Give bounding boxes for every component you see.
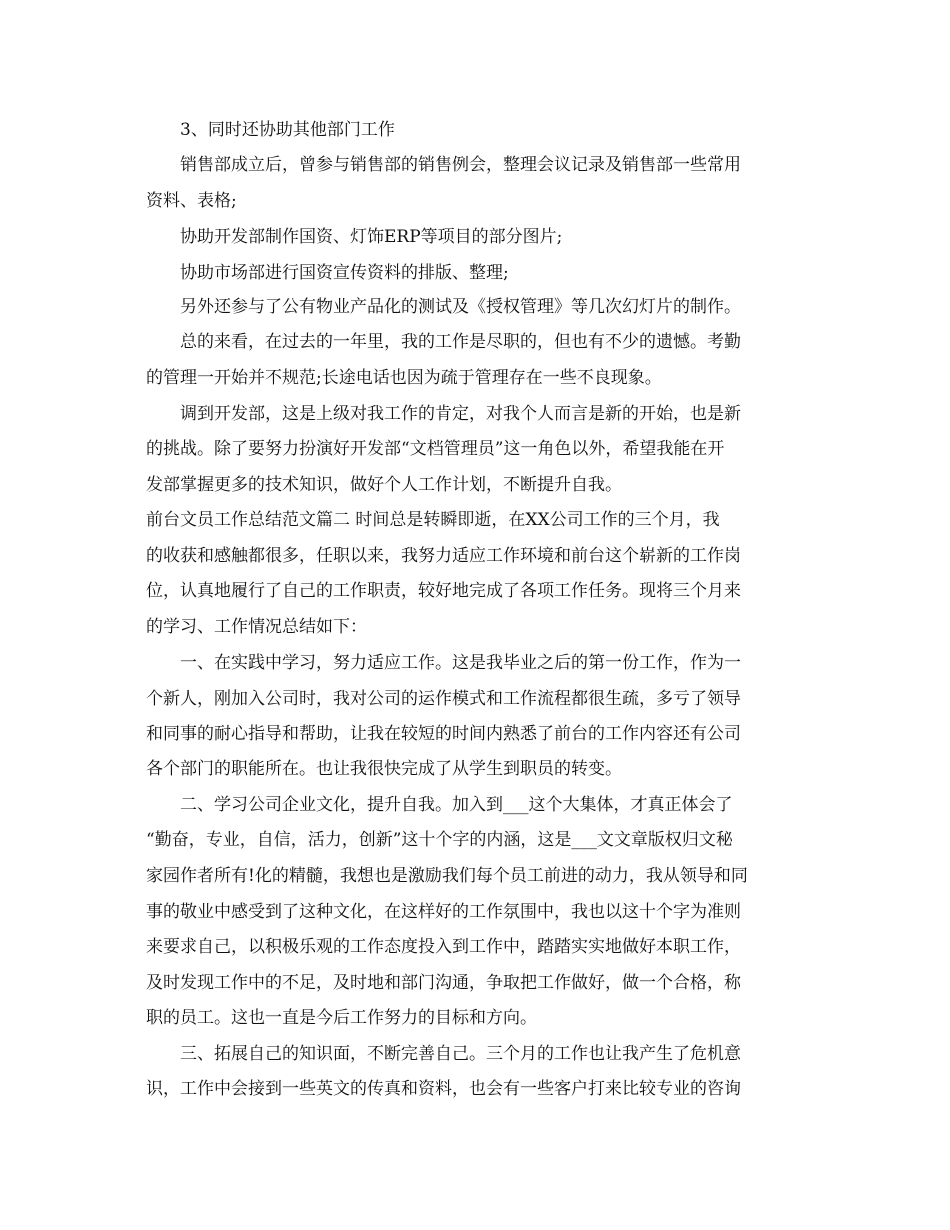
paragraph-line: 三、拓展自己的知识面，不断完善自己。三个月的工作也让我产生了危机意 xyxy=(180,1044,741,1064)
paragraph-line: 资料、表格; xyxy=(146,191,237,211)
paragraph-line: 的管理一开始并不规范;长途电话也因为疏于管理存在一些不良现象。 xyxy=(146,368,662,388)
paragraph-line: 和同事的耐心指导和帮助，让我在较短的时间内熟悉了前台的工作内容还有公司 xyxy=(146,724,741,744)
paragraph-line: 职的员工。这也一直是今后工作努力的目标和方向。 xyxy=(146,1008,537,1028)
paragraph-line: 协助市场部进行国资宣传资料的排版、整理; xyxy=(180,263,509,283)
paragraph-line: 位，认真地履行了自己的工作职责，较好地完成了各项工作任务。现将三个月来 xyxy=(146,581,741,601)
paragraph-line: 及时发现工作中的不足，及时地和部门沟通，争取把工作做好，做一个合格，称 xyxy=(146,973,741,993)
paragraph-line: 个新人，刚加入公司时，我对公司的运作模式和工作流程都很生疏，多亏了领导 xyxy=(146,689,741,709)
paragraph-line: 调到开发部，这是上级对我工作的肯定，对我个人而言是新的开始，也是新 xyxy=(180,404,741,424)
paragraph-line: 的收获和感触都很多，任职以来，我努力适应工作环境和前台这个崭新的工作岗 xyxy=(146,546,741,566)
paragraph-line: 来要求自己，以积极乐观的工作态度投入到工作中，踏踏实实地做好本职工作， xyxy=(146,937,741,957)
paragraph-line: 家园作者所有!化的精髓，我想也是激励我们每个员工前进的动力，我从领导和同 xyxy=(146,866,748,886)
paragraph-line: “勤奋，专业，自信，活力，创新”这十个字的内涵，这是___文文章版权归文秘 xyxy=(146,830,733,850)
paragraph-line: 另外还参与了公有物业产品化的测试及《授权管理》等几次幻灯片的制作。 xyxy=(180,297,741,317)
paragraph-line: 的学习、工作情况总结如下： xyxy=(146,617,367,637)
paragraph-line: 二、学习公司企业文化，提升自我。加入到___这个大集体，才真正体会了 xyxy=(180,795,733,815)
section-heading-line: 前台文员工作总结范文篇二 时间总是转瞬即逝，在XX公司工作的三个月，我 xyxy=(146,510,720,530)
paragraph-line: 销售部成立后，曾参与销售部的销售例会，整理会议记录及销售部一些常用 xyxy=(180,155,741,175)
paragraph-line: 发部掌握更多的技术知识，做好个人工作计划，不断提升自我。 xyxy=(146,475,622,495)
paragraph-line: 各个部门的职能所在。也让我很快完成了从学生到职员的转变。 xyxy=(146,759,622,779)
paragraph-line: 一、在实践中学习，努力适应工作。这是我毕业之后的第一份工作，作为一 xyxy=(180,653,741,673)
paragraph-line: 协助开发部制作国资、灯饰ERP等项目的部分图片; xyxy=(180,227,563,247)
paragraph-line: 的挑战。除了要努力扮演好开发部“文档管理员”这一角色以外，希望我能在开 xyxy=(146,439,725,459)
paragraph-line: 识，工作中会接到一些英文的传真和资料，也会有一些客户打来比较专业的咨询 xyxy=(146,1079,741,1099)
paragraph-line: 事的敬业中感受到了这种文化，在这样好的工作氛围中，我也以这十个字为准则 xyxy=(146,902,741,922)
paragraph-line: 3、同时还协助其他部门工作 xyxy=(180,120,395,140)
paragraph-line: 总的来看，在过去的一年里，我的工作是尽职的，但也有不少的遗憾。考勤 xyxy=(180,332,741,352)
